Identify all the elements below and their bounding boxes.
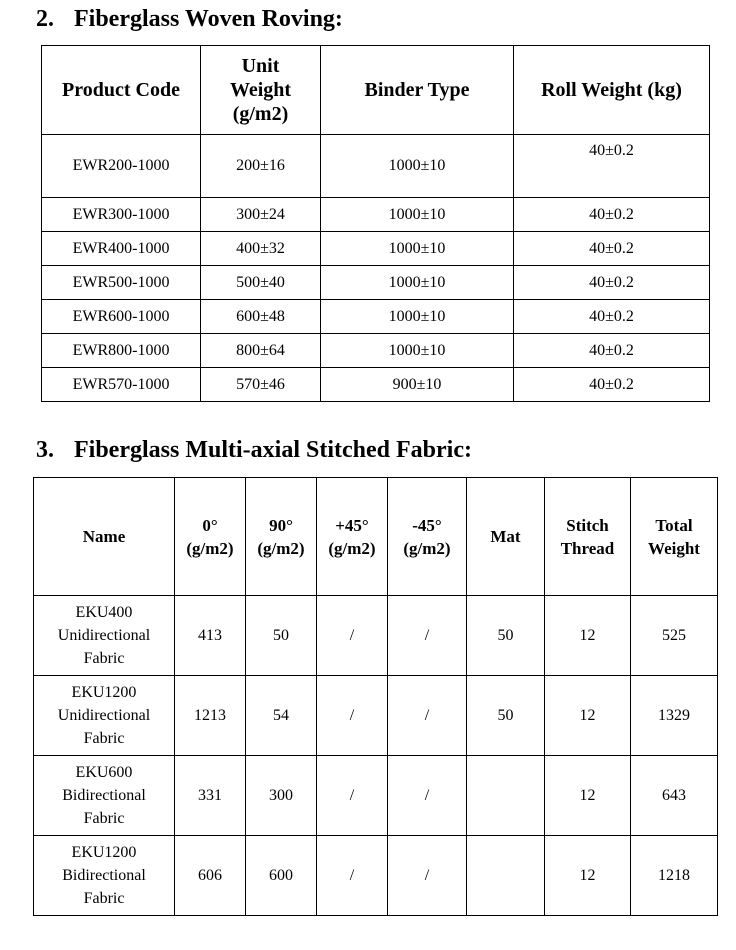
name-line: Fabric [83,730,125,747]
cell-roll-weight: 40±0.2 [514,198,710,232]
cell-total-weight: 1329 [631,676,718,756]
cell-mat [467,836,545,916]
name-line: EKU1200 [71,844,137,861]
table-row [42,334,710,368]
cell-0-degree: 331 [175,756,246,836]
cell-unit-weight: 800±64 [201,334,321,368]
cell-90-degree: 600 [246,836,317,916]
header-line: (g/m2) [232,103,289,125]
cell-90-degree: 54 [246,676,317,756]
table-row [34,596,718,676]
cell-product-code: EWR570-1000 [42,368,201,402]
table-row [34,676,718,756]
cell-binder-type: 1000±10 [321,300,514,334]
cell-unit-weight: 500±40 [201,266,321,300]
header-0-degree [175,478,246,596]
header-line: Total [655,515,693,535]
cell-plus-45-degree: / [317,756,388,836]
section-title: Fiberglass Woven Roving: [74,6,343,32]
header-line: Stitch [566,515,609,535]
header-plus-45-degree [317,478,388,596]
cell-binder-type: 1000±10 [321,198,514,232]
table-row [42,266,710,300]
cell-0-degree: 413 [175,596,246,676]
woven-roving-table [41,45,710,402]
cell-total-weight: 643 [631,756,718,836]
cell-mat [467,756,545,836]
header-line: 0° [202,515,218,535]
cell-total-weight: 525 [631,596,718,676]
header-total-weight [631,478,718,596]
section-title: Fiberglass Multi-axial Stitched Fabric: [74,437,472,463]
header-unit-weight [201,46,321,135]
table-row [34,836,718,916]
cell-name [34,596,175,676]
cell-stitch-thread: 12 [545,596,631,676]
name-line: EKU600 [75,764,133,781]
header-line: 90° [269,515,293,535]
cell-total-weight: 1218 [631,836,718,916]
header-line: (g/m2) [186,538,234,558]
cell-stitch-thread: 12 [545,836,631,916]
section-number: 2. [36,6,54,32]
cell-unit-weight: 300±24 [201,198,321,232]
cell-binder-type: 1000±10 [321,266,514,300]
cell-binder-type: 1000±10 [321,232,514,266]
section-heading-multiaxial-fabric [36,436,472,464]
cell-minus-45-degree: / [388,756,467,836]
name-line: Bidirectional [62,787,146,804]
cell-unit-weight: 600±48 [201,300,321,334]
header-line: -45° [412,515,442,535]
cell-mat: 50 [467,596,545,676]
name-line: Bidirectional [62,867,146,884]
cell-roll-weight: 40±0.2 [514,135,710,198]
table-row [42,300,710,334]
cell-roll-weight: 40±0.2 [514,266,710,300]
cell-unit-weight: 200±16 [201,135,321,198]
table-row [42,198,710,232]
section-number: 3. [36,437,54,463]
header-line: (g/m2) [328,538,376,558]
cell-roll-weight: 40±0.2 [514,368,710,402]
cell-mat: 50 [467,676,545,756]
header-product-code: Product Code [42,46,201,135]
table-row [42,232,710,266]
header-line: Weight [229,79,292,101]
table-row [42,368,710,402]
cell-name [34,676,175,756]
cell-90-degree: 50 [246,596,317,676]
cell-0-degree: 606 [175,836,246,916]
cell-unit-weight: 400±32 [201,232,321,266]
cell-minus-45-degree: / [388,596,467,676]
header-line: Mat [490,527,521,546]
name-line: Fabric [83,650,125,667]
name-line: Fabric [83,810,125,827]
cell-minus-45-degree: / [388,836,467,916]
header-mat [467,478,545,596]
header-roll-weight: Roll Weight (kg) [514,46,710,135]
cell-unit-weight: 570±46 [201,368,321,402]
cell-stitch-thread: 12 [545,676,631,756]
cell-product-code: EWR800-1000 [42,334,201,368]
table-header-row [34,478,718,596]
header-90-degree [246,478,317,596]
section-heading-woven-roving [36,5,343,33]
cell-name [34,756,175,836]
name-line: Fabric [83,890,125,907]
name-line: Unidirectional [57,627,151,644]
cell-0-degree: 1213 [175,676,246,756]
cell-plus-45-degree: / [317,676,388,756]
header-line: (g/m2) [257,538,305,558]
header-line: Thread [560,538,615,558]
table-row [42,135,710,198]
table-row [34,756,718,836]
cell-plus-45-degree: / [317,596,388,676]
name-line: Unidirectional [57,707,151,724]
cell-minus-45-degree: / [388,676,467,756]
multiaxial-fabric-table [33,477,718,916]
cell-binder-type: 900±10 [321,368,514,402]
header-stitch-thread [545,478,631,596]
cell-product-code: EWR500-1000 [42,266,201,300]
header-line: +45° [335,515,369,535]
cell-product-code: EWR200-1000 [42,135,201,198]
header-name [34,478,175,596]
header-line: (g/m2) [403,538,451,558]
cell-binder-type: 1000±10 [321,334,514,368]
name-line: EKU1200 [71,684,137,701]
header-line: Weight [648,538,700,558]
table-header-row [42,46,710,135]
header-line: Unit [241,55,280,77]
cell-name [34,836,175,916]
name-line: EKU400 [75,604,133,621]
cell-binder-type: 1000±10 [321,135,514,198]
header-binder-type: Binder Type [321,46,514,135]
cell-product-code: EWR600-1000 [42,300,201,334]
cell-stitch-thread: 12 [545,756,631,836]
cell-product-code: EWR400-1000 [42,232,201,266]
header-minus-45-degree [388,478,467,596]
cell-roll-weight: 40±0.2 [514,300,710,334]
cell-roll-weight: 40±0.2 [514,334,710,368]
header-line: Name [82,527,126,546]
cell-plus-45-degree: / [317,836,388,916]
cell-90-degree: 300 [246,756,317,836]
cell-roll-weight: 40±0.2 [514,232,710,266]
cell-product-code: EWR300-1000 [42,198,201,232]
